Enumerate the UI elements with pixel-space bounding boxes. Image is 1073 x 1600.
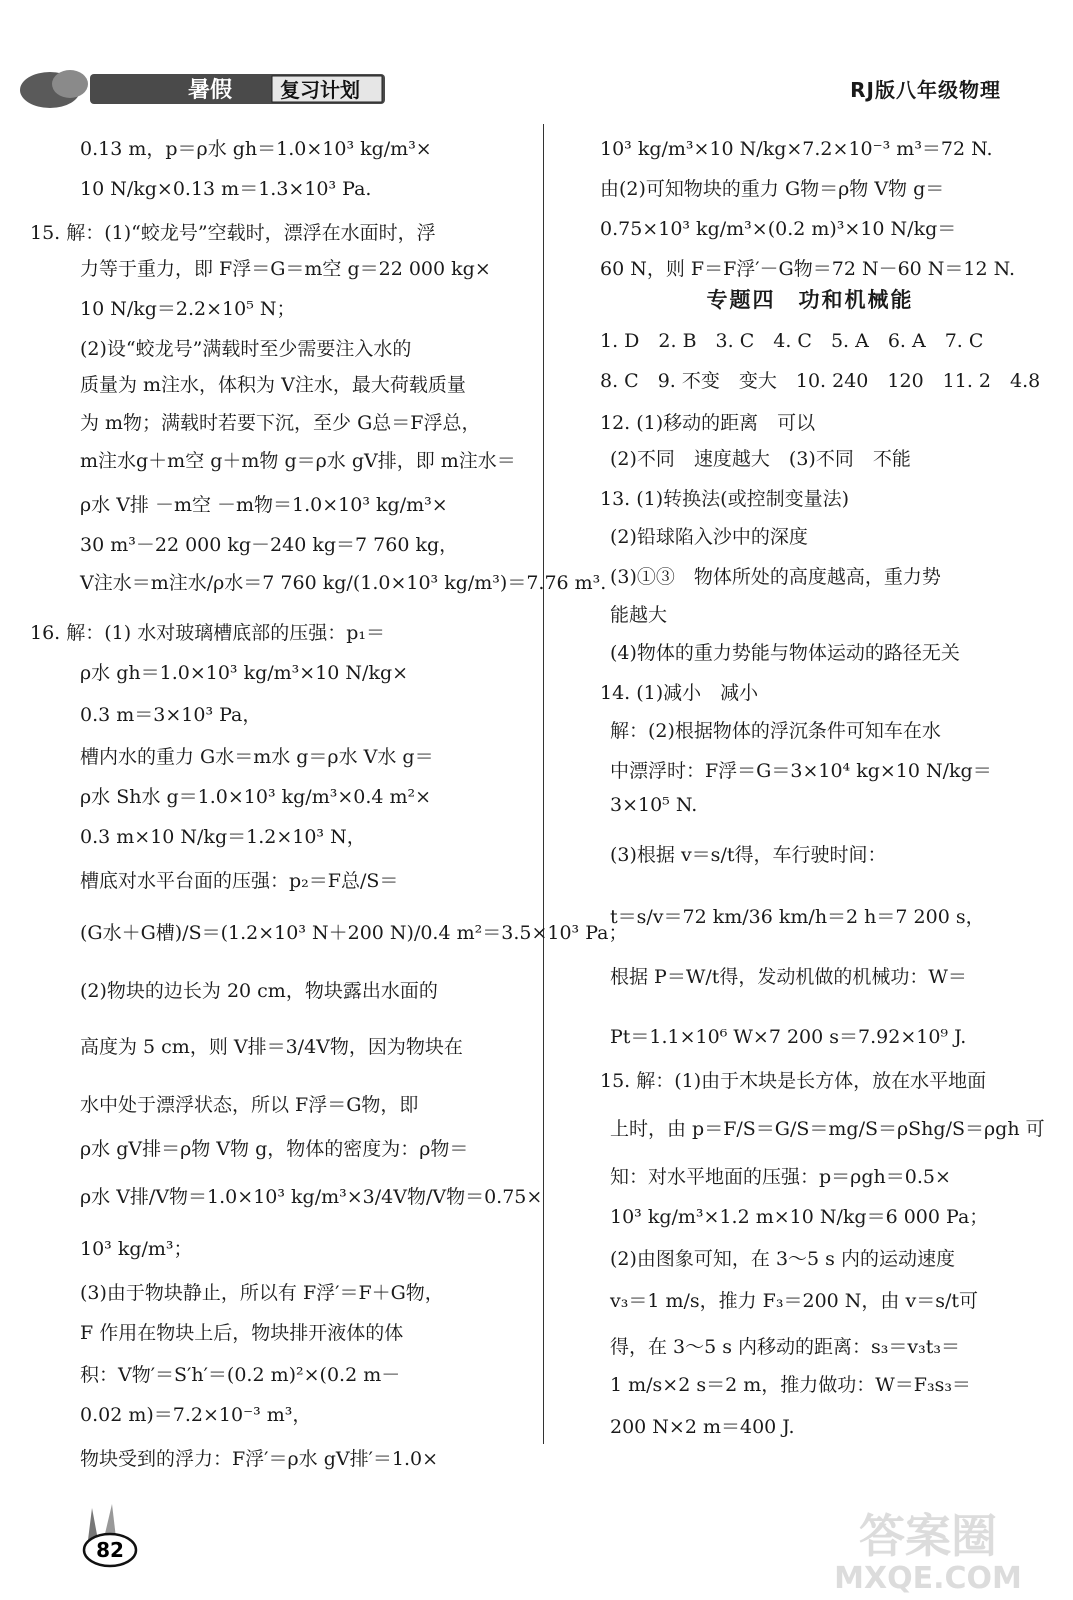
text-line: 8. C 9. 不变 变大 10. 240 120 11. 2 4.8 <box>600 370 1041 392</box>
text-line: (3)①③ 物体所处的高度越高，重力势 <box>610 566 941 588</box>
text-line: ρ水 V排/V物＝1.0×10³ kg/m³×3/4V物/V物＝0.75× <box>80 1186 543 1208</box>
text-line: 上时，由 p＝F/S＝G/S＝mg/S＝ρShg/S＝ρgh 可 <box>610 1118 1045 1140</box>
text-line: 解：(2)根据物体的浮沉条件可知车在水 <box>610 720 941 742</box>
text-line: 中漂浮时：F浮＝G＝3×10⁴ kg×10 N/kg＝ <box>610 760 992 782</box>
text-line: 15. 解：(1)由于木块是长方体，放在水平地面 <box>600 1070 987 1092</box>
text-line: 积：V物′＝S′h′＝(0.2 m)²×(0.2 m－ <box>80 1364 401 1386</box>
text-line: m注水g＋m空 g＋m物 g＝ρ水 gV排，即 m注水＝ <box>80 450 516 472</box>
text-line: (2)由图象可知，在 3～5 s 内的运动速度 <box>610 1248 955 1270</box>
text-line: 为 m物；满载时若要下沉，至少 G总＝F浮总， <box>80 412 481 434</box>
text-line: (G水＋G槽)/S＝(1.2×10³ N＋200 N)/0.4 m²＝3.5×10³ Pa； <box>80 922 628 944</box>
text-line: Pt＝1.1×10⁶ W×7 200 s＝7.92×10⁹ J. <box>610 1026 967 1048</box>
text-line: (2)不同 速度越大 (3)不同 不能 <box>610 448 911 470</box>
text-line: (4)物体的重力势能与物体运动的路径无关 <box>610 642 960 664</box>
leaf-decoration <box>52 70 88 98</box>
text-line: 1 m/s×2 s＝2 m，推力做功：W＝F₃s₃＝ <box>610 1374 971 1396</box>
text-line: F 作用在物块上后，物块排开液体的体 <box>80 1322 404 1344</box>
text-line: 30 m³－22 000 kg－240 kg＝7 760 kg， <box>80 534 459 556</box>
text-line: (3)根据 v＝s/t得，车行驶时间： <box>610 844 887 866</box>
text-line: 知：对水平地面的压强：p＝ρgh＝0.5× <box>610 1166 951 1188</box>
brand-logo <box>10 64 390 108</box>
watermark-logo <box>823 1500 1033 1595</box>
text-line: 得，在 3～5 s 内移动的距离：s₃＝v₃t₃＝ <box>610 1336 961 1358</box>
text-line: 1. D 2. B 3. C 4. C 5. A 6. A 7. C <box>600 330 984 352</box>
brand-left-text: 暑假 <box>188 78 233 103</box>
subject-label: RJ版八年级物理 <box>850 78 1001 102</box>
text-line: 16. 解：(1) 水对玻璃槽底部的压强：p₁＝ <box>30 622 385 644</box>
text-line: 质量为 m注水，体积为 V注水，最大荷载质量 <box>80 374 466 396</box>
text-line: 200 N×2 m＝400 J. <box>610 1416 795 1438</box>
text-line: 0.13 m，p＝ρ水 gh＝1.0×10³ kg/m³× <box>80 138 432 160</box>
text-line: (2)铅球陷入沙中的深度 <box>610 526 808 548</box>
text-line: 水中处于漂浮状态，所以 F浮＝G物，即 <box>80 1094 419 1116</box>
text-line: (2)设“蛟龙号”满载时至少需要注入水的 <box>80 338 412 360</box>
text-line: (2)物块的边长为 20 cm，物块露出水面的 <box>80 980 438 1002</box>
text-line: ρ水 Sh水 g＝1.0×10³ kg/m³×0.4 m²× <box>80 786 432 808</box>
text-line: V注水＝m注水/ρ水＝7 760 kg/(1.0×10³ kg/m³)＝7.76 m³. <box>80 572 607 594</box>
text-line: 13. (1)转换法(或控制变量法) <box>600 488 849 510</box>
column-divider <box>543 124 544 1444</box>
text-line: 0.3 m×10 N/kg＝1.2×10³ N， <box>80 826 366 848</box>
text-line: 力等于重力，即 F浮＝G＝m空 g＝22 000 kg× <box>80 258 491 280</box>
text-line: 14. (1)减小 减小 <box>600 682 759 704</box>
text-line: 60 N，则 F＝F浮′－G物＝72 N－60 N＝12 N. <box>600 258 1016 280</box>
text-line: 由(2)可知物块的重力 G物＝ρ物 V物 g＝ <box>600 178 945 200</box>
text-line: 10³ kg/m³×1.2 m×10 N/kg＝6 000 Pa； <box>610 1206 989 1228</box>
watermark-line1: 答案圈 <box>859 1509 997 1563</box>
watermark-line2: MXQE.COM <box>834 1561 1022 1595</box>
text-line: 3×10⁵ N. <box>610 794 698 816</box>
text-line: 槽底对水平台面的压强：p₂＝F总/S＝ <box>80 870 399 892</box>
text-line: ρ水 gh＝1.0×10³ kg/m³×10 N/kg× <box>80 662 409 684</box>
text-line: 0.3 m＝3×10³ Pa， <box>80 704 262 726</box>
text-line: 10 N/kg＝2.2×10⁵ N； <box>80 298 296 320</box>
page-number: 82 <box>96 1538 124 1562</box>
text-line: 物块受到的浮力：F浮′＝ρ水 gV排′＝1.0× <box>80 1448 439 1470</box>
page-number-badge <box>70 1500 150 1570</box>
text-line: 根据 P＝W/t得，发动机做的机械功：W＝ <box>610 966 967 988</box>
text-line: 0.02 m)＝7.2×10⁻³ m³， <box>80 1404 312 1426</box>
text-line: 15. 解：(1)“蛟龙号”空载时，漂浮在水面时，浮 <box>30 222 436 244</box>
text-line: 高度为 5 cm，则 V排＝3/4V物，因为物块在 <box>80 1036 463 1058</box>
text-line: 10³ kg/m³； <box>80 1238 193 1260</box>
text-line: 槽内水的重力 G水＝m水 g＝ρ水 V水 g＝ <box>80 746 434 768</box>
text-line: 能越大 <box>610 604 668 626</box>
text-line: ρ水 V排 －m空 －m物＝1.0×10³ kg/m³× <box>80 494 448 516</box>
text-line: ρ水 gV排＝ρ物 V物 g，物体的密度为：ρ物＝ <box>80 1138 469 1160</box>
text-line: 10³ kg/m³×10 N/kg×7.2×10⁻³ m³＝72 N. <box>600 138 993 160</box>
text-line: t＝s/v＝72 km/36 km/h＝2 h＝7 200 s， <box>610 906 985 928</box>
text-line: v₃＝1 m/s，推力 F₃＝200 N，由 v＝s/t可 <box>610 1290 978 1312</box>
text-line: 12. (1)移动的距离 可以 <box>600 412 816 434</box>
brand-right-text: 复习计划 <box>280 78 360 102</box>
text-line: (3)由于物块静止，所以有 F浮′＝F＋G物， <box>80 1282 444 1304</box>
text-line: 10 N/kg×0.13 m＝1.3×10³ Pa. <box>80 178 372 200</box>
text-line: 0.75×10³ kg/m³×(0.2 m)³×10 N/kg＝ <box>600 218 957 240</box>
section-title: 专题四 功和机械能 <box>706 288 914 312</box>
page-header <box>0 0 1073 112</box>
